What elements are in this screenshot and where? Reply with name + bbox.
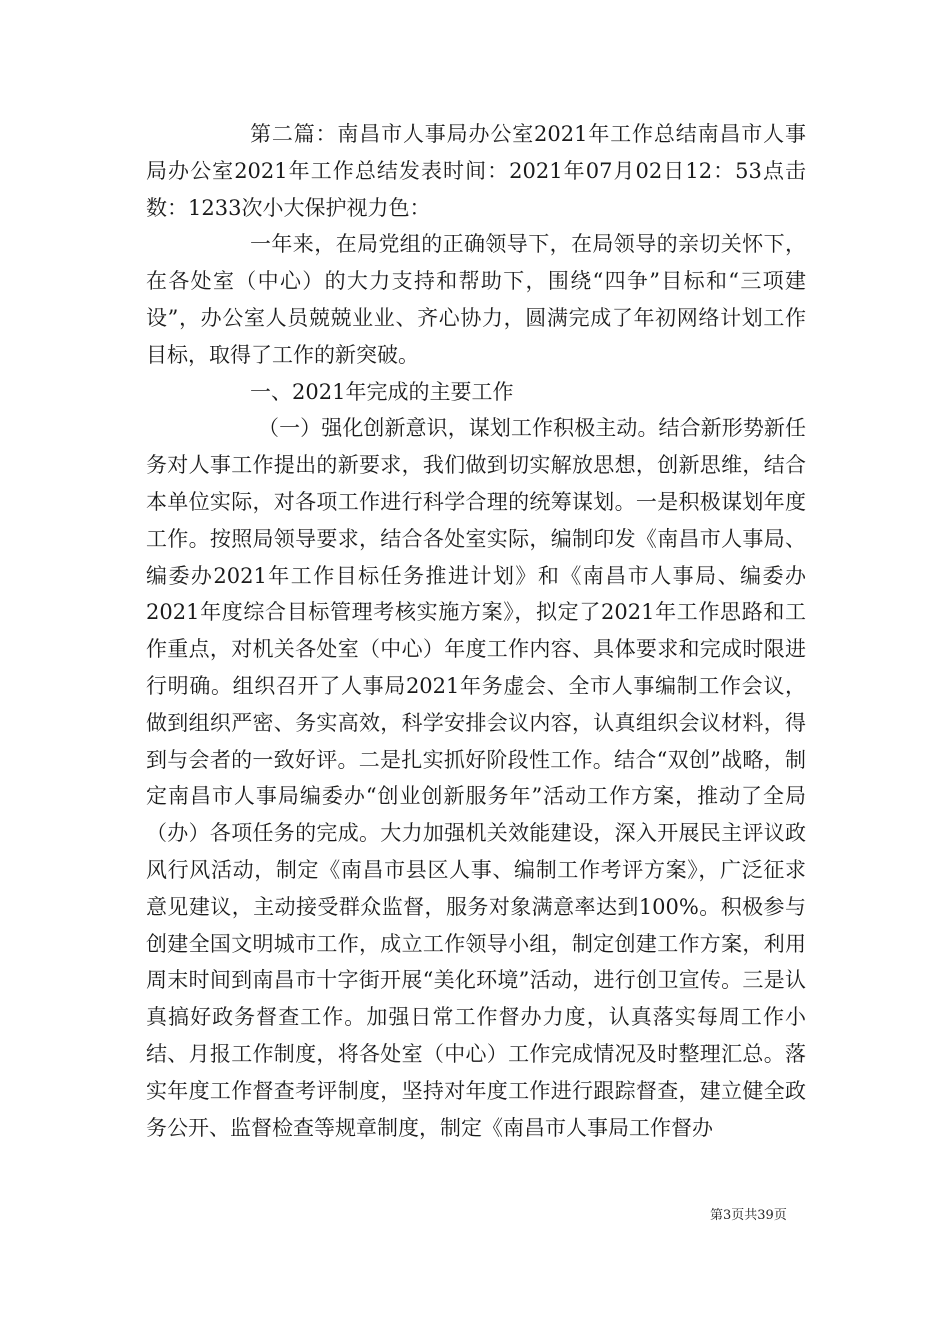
title-paragraph: 第二篇：南昌市人事局办公室2021年工作总结南昌市人事局办公室2021年工作总结发表时间：2021年07月02日12：53点击数：1233次小大保护视力色：	[146, 122, 806, 220]
page-number: 第3页共39页	[710, 1208, 787, 1223]
body-paragraph: （一）强化创新意识，谋划工作积极主动。结合新形势新任务对人事工作提出的新要求，我们做到切实解放思想，创新思维，结合本单位实际，对各项工作进行科学合理的统筹谋划。一是积极谋划年度工作。按照局领导要求，结合各处室实际，编制印发《南昌市人事局、编委办2021年工作目标任务推进计划》和《南昌市人事局、编委办2021年度综合目标管理考核实施方案》，拟定了2021年工作思路和工作重点，对机关各处室（中心）年度工作内容、具体要求和完成时限进行明确。组织召开了人事局2021年务虚会、全市人事编制工作会议，做到组织严密、务实高效，科学安排会议内容，认真组织会议材料，得到与会者的一致好评。二是扎实抓好阶段性工作。结合“双创”战略，制定南昌市人事局编委办“创业创新服务年”活动工作方案，推动了全局（办）各项任务的完成。大力加强机关效能建设，深入开展民主评议政风行风活动，制定《南昌市县区人事、编制工作考评方案》，广泛征求意见建议，主动接受群众监督，服务对象满意率达到100%。积极参与创建全国文明城市工作，成立工作领导小组，制定创建工作方案，利用周末时间到南昌市十字街开展“美化环境”活动，进行创卫宣传。三是认真搞好政务督查工作。加强日常工作督办力度，认真落实每周工作小结、月报工作制度，将各处室（中心）工作完成情况及时整理汇总。落实年度工作督查考评制度，坚持对年度工作进行跟踪督查，建立健全政务公开、监督检查等规章制度，制定《南昌市人事局工作督办	[146, 416, 806, 1140]
section-heading: 一、2021年完成的主要工作	[250, 379, 514, 404]
intro-paragraph: 一年来，在局党组的正确领导下，在局领导的亲切关怀下，在各处室（中心）的大力支持和帮助下，围绕“四争”目标和“三项建设”，办公室人员兢兢业业、齐心协力，圆满完成了年初网络计划工作目标，取得了工作的新突破。	[146, 232, 806, 367]
document-body	[146, 116, 806, 1146]
